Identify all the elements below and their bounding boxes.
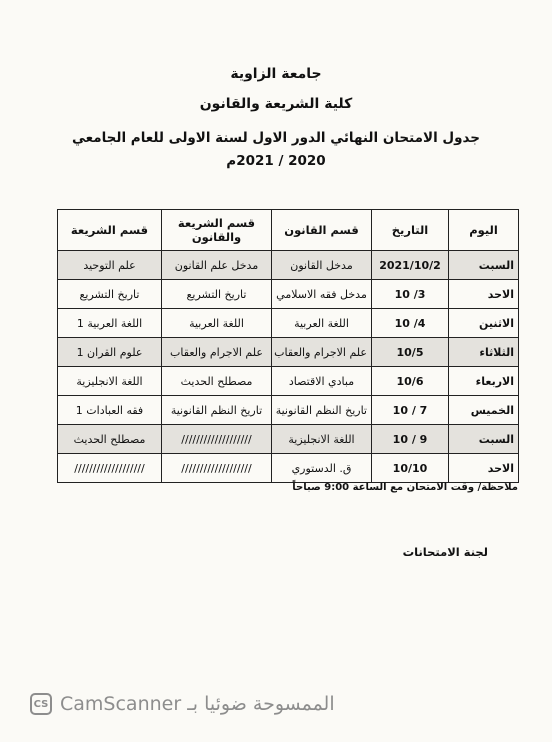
column-header-sharia: قسم الشريعة: [58, 210, 162, 251]
table-header-row: [58, 210, 519, 251]
law-cell: تاريخ النظم القانونية: [272, 396, 372, 425]
sharia-law-cell: مدخل علم القانون: [162, 251, 272, 280]
sharia-cell: اللغة العربية 1: [58, 309, 162, 338]
sharia-law-cell: ///////////////////: [162, 454, 272, 483]
sharia-law-cell: تاريخ التشريع: [162, 280, 272, 309]
camscanner-watermark-text: CamScanner الممسوحة ضوئيا بـ: [60, 693, 335, 715]
table-row: [58, 367, 519, 396]
date-cell: 7 / 10: [372, 396, 449, 425]
sharia-cell: مصطلح الحديث: [58, 425, 162, 454]
law-cell: مدخل فقه الاسلامي: [272, 280, 372, 309]
committee-signature: لجنة الامتحانات: [402, 545, 488, 559]
date-cell: 3/ 10: [372, 280, 449, 309]
column-header-sharia-law: قسم الشريعة والقانون: [162, 210, 272, 251]
law-cell: علم الاجرام والعقاب: [272, 338, 372, 367]
law-cell: اللغة العربية: [272, 309, 372, 338]
faculty-name: كلية الشريعة والقانون: [199, 96, 353, 112]
sharia-cell: اللغة الانجليزية: [58, 367, 162, 396]
day-cell: الاحد: [449, 280, 519, 309]
sharia-cell: فقه العبادات 1: [58, 396, 162, 425]
sharia-cell: ///////////////////: [58, 454, 162, 483]
day-cell: الاثنين: [449, 309, 519, 338]
date-cell: 2021/10/2: [372, 251, 449, 280]
sharia-cell: علم التوحيد: [58, 251, 162, 280]
table-row: [58, 309, 519, 338]
sharia-law-cell: علم الاجرام والعقاب: [162, 338, 272, 367]
day-cell: الثلاثاء: [449, 338, 519, 367]
sharia-law-cell: ///////////////////: [162, 425, 272, 454]
column-header-day: اليوم: [449, 210, 519, 251]
sharia-law-cell: تاريخ النظم القانونية: [162, 396, 272, 425]
column-header-law: قسم القانون: [272, 210, 372, 251]
date-cell: 10/10: [372, 454, 449, 483]
law-cell: مبادي الاقتصاد: [272, 367, 372, 396]
sharia-law-cell: مصطلح الحديث: [162, 367, 272, 396]
law-cell: اللغة الانجليزية: [272, 425, 372, 454]
table-row: [58, 396, 519, 425]
table-row: [58, 454, 519, 483]
date-cell: 10/5: [372, 338, 449, 367]
university-name: جامعة الزاوية: [230, 66, 322, 82]
sharia-law-cell: اللغة العربية: [162, 309, 272, 338]
law-cell: ق. الدستوري: [272, 454, 372, 483]
table-row: [58, 338, 519, 367]
date-cell: 4/ 10: [372, 309, 449, 338]
date-cell: 9 / 10: [372, 425, 449, 454]
schedule-title: جدول الامتحان النهائي الدور الاول لسنة الاولى للعام الجامعي: [71, 130, 481, 146]
day-cell: السبت: [449, 251, 519, 280]
column-header-date: التاريخ: [372, 210, 449, 251]
camscanner-watermark: [30, 692, 335, 716]
table-row: [58, 425, 519, 454]
law-cell: مدخل القانون: [272, 251, 372, 280]
camscanner-logo-icon: CS: [30, 693, 52, 715]
day-cell: الاربعاء: [449, 367, 519, 396]
day-cell: الخميس: [449, 396, 519, 425]
table-row: [58, 251, 519, 280]
academic-year: 2020 / 2021م: [226, 153, 326, 169]
date-cell: 10/6: [372, 367, 449, 396]
sharia-cell: تاريخ التشريع: [58, 280, 162, 309]
sharia-cell: علوم القران 1: [58, 338, 162, 367]
exam-time-note: ملاحظة/ وقت الامتحان مع الساعة 9:00 صباحاً: [292, 482, 518, 493]
day-cell: الاحد: [449, 454, 519, 483]
day-cell: السبت: [449, 425, 519, 454]
exam-schedule-table: [57, 209, 519, 483]
table-row: [58, 280, 519, 309]
